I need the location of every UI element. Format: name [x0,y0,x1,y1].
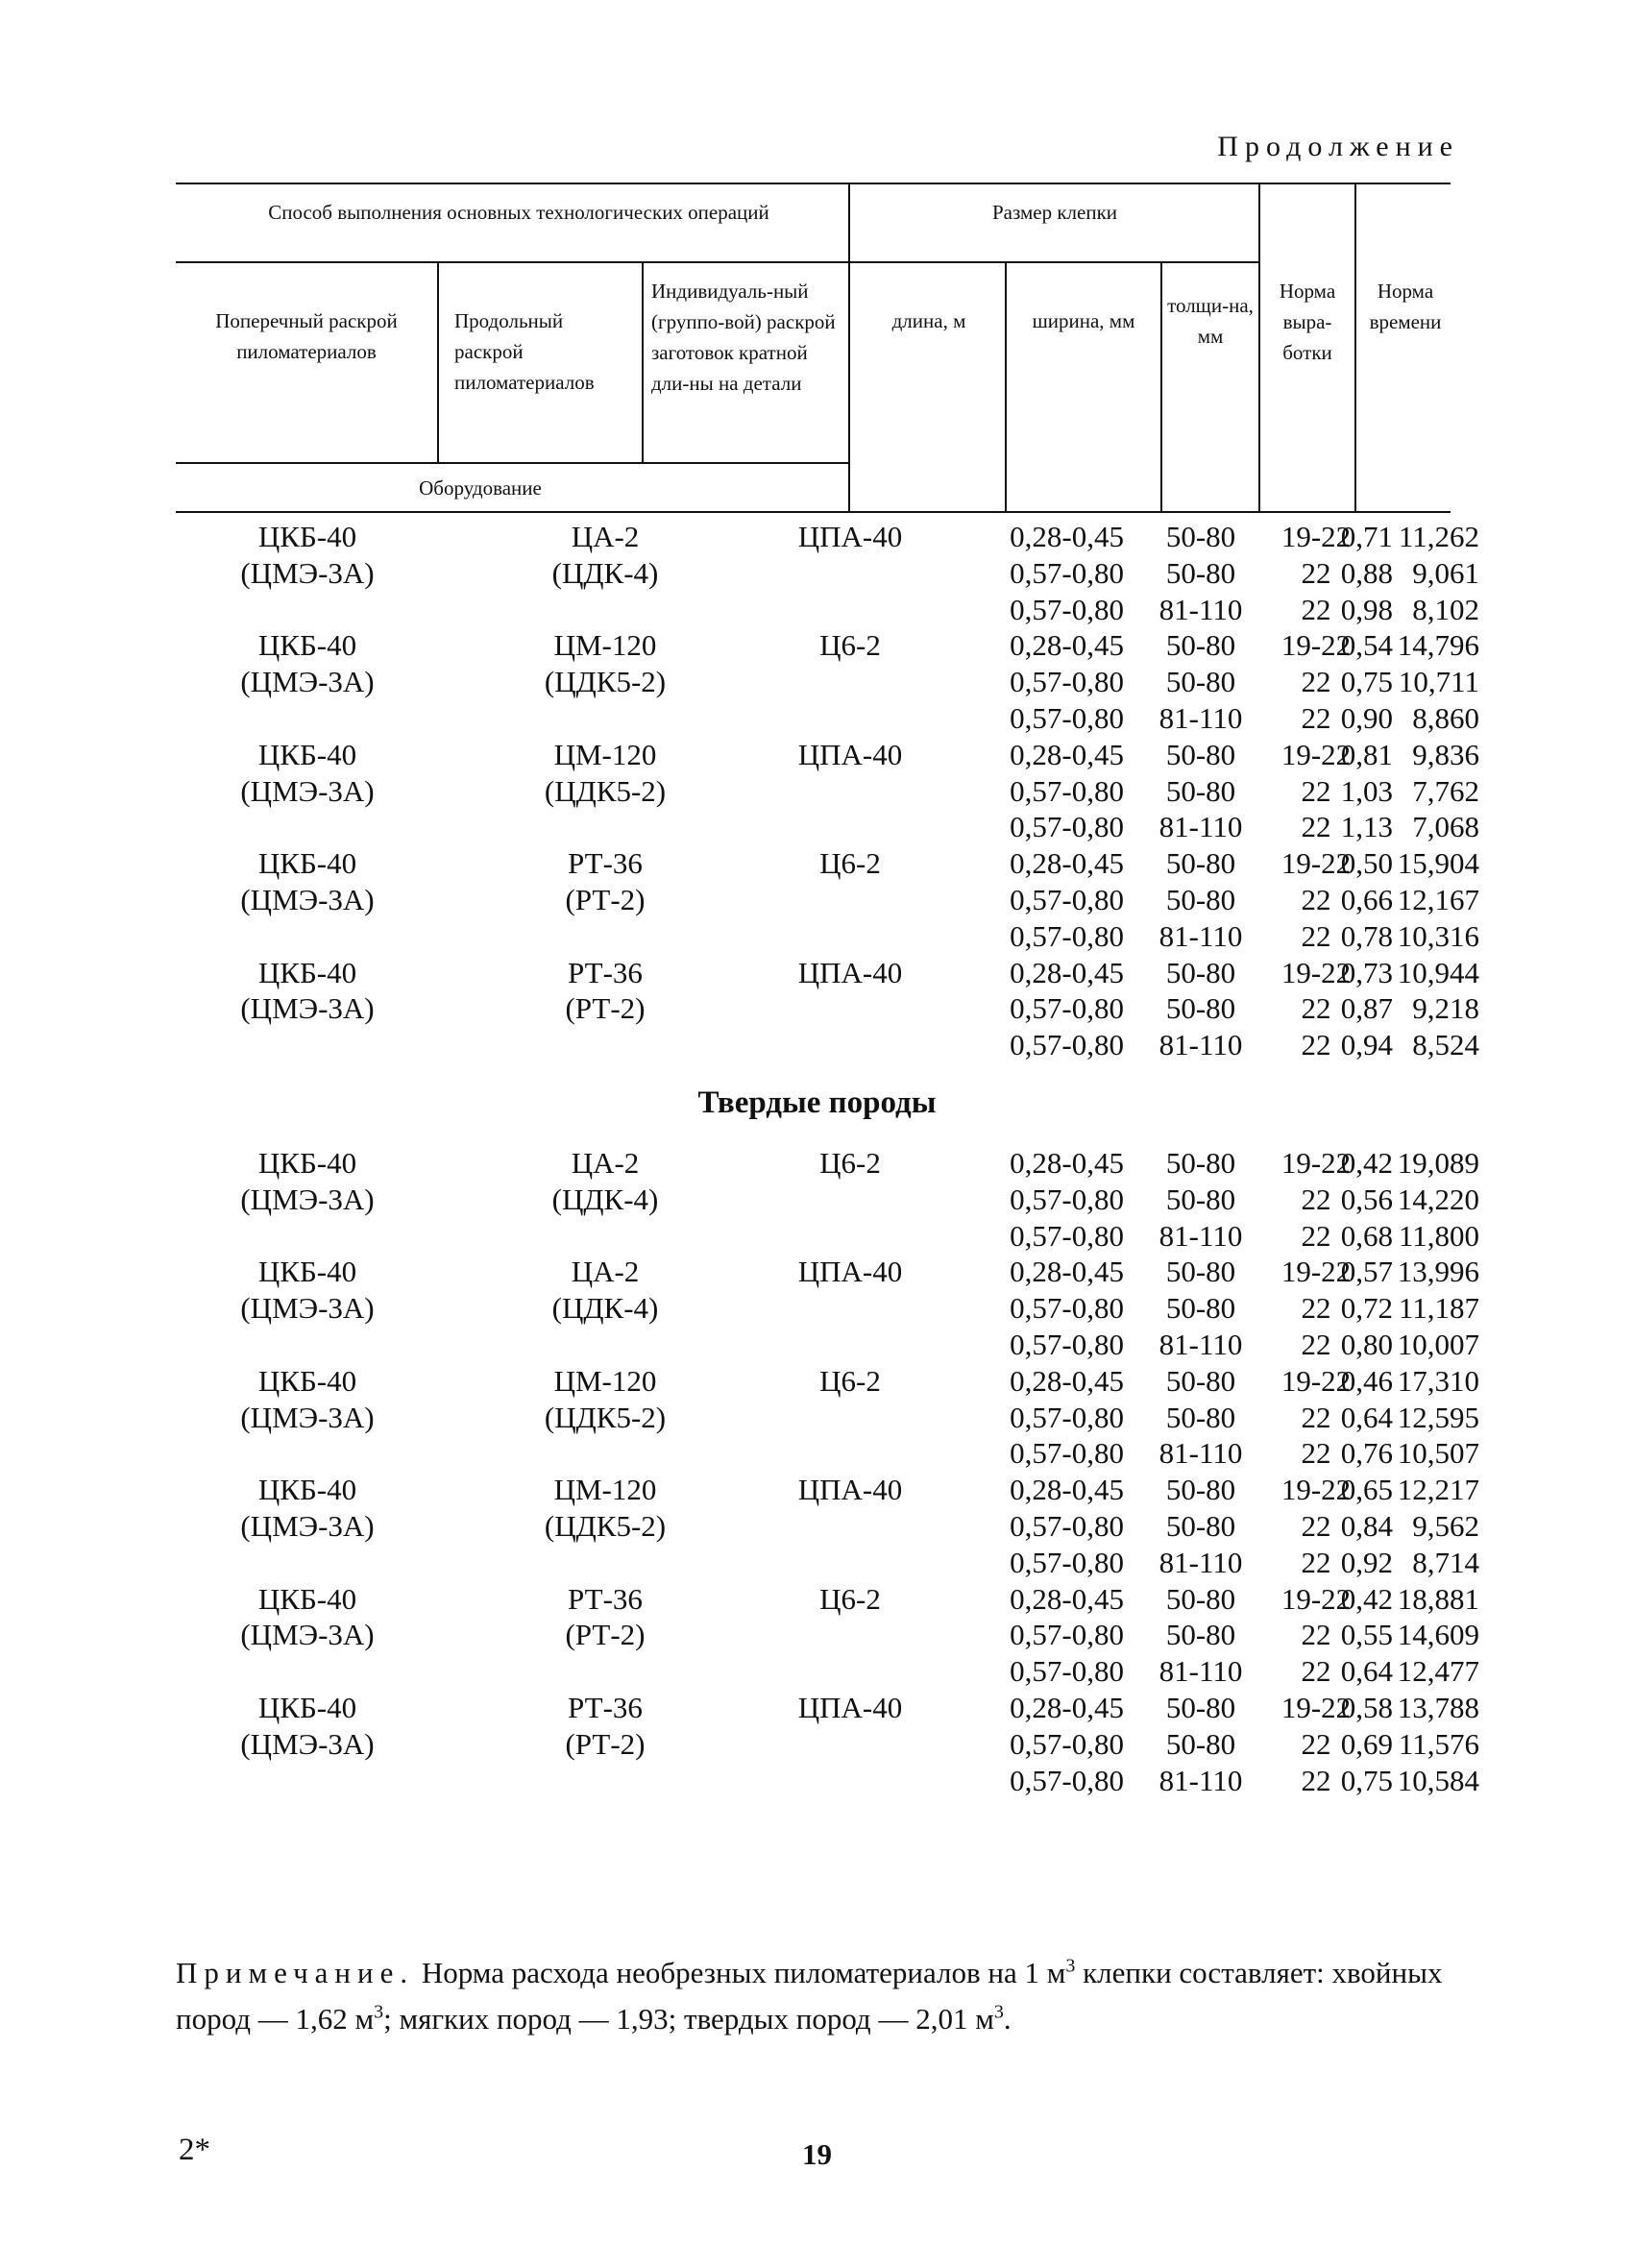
thickness-cell: 19-22 [1280,955,1352,989]
width-cell: 50-80 [1165,1618,1236,1652]
equipment-label: Оборудование [419,476,542,500]
length-cell: 0,28-0,45 [1010,1691,1124,1724]
long-cut-equipment: РТ-36 [568,846,643,881]
yield-cell: 0,73 [1340,955,1393,989]
time-cell: 12,167 [1397,883,1479,916]
thickness-cell: 19-22 [1280,846,1352,881]
table-row [154,1327,1479,1363]
width-cell: 81-110 [1158,1654,1243,1689]
table-row [154,845,1479,882]
note-sup-3: 3 [993,2001,1004,2023]
cross-cut-equipment: (ЦМЭ-3А) [240,883,375,916]
thickness-cell: 22 [1301,1182,1331,1216]
table-row [154,1653,1479,1690]
yield-cell: 0,42 [1340,1146,1393,1180]
individual-cut-equipment: ЦПА-40 [797,1691,903,1724]
time-cell: 10,584 [1397,1763,1479,1797]
table-row [154,700,1479,737]
individual-cut-equipment: ЦПА-40 [797,737,903,771]
width-cell: 81-110 [1158,1218,1243,1253]
length-cell: 0,28-0,45 [1010,1363,1124,1398]
yield-cell: 0,72 [1340,1291,1393,1326]
individual-cut-equipment: Ц6-2 [819,1363,881,1398]
table-row [154,664,1479,700]
yield-cell: 0,76 [1340,1436,1393,1471]
yield-cell: 0,58 [1340,1691,1393,1724]
col-width: ширина, мм [1032,309,1135,332]
thickness-cell: 22 [1301,1400,1331,1434]
signature-mark: 2* [179,2133,210,2167]
width-cell: 50-80 [1165,955,1236,989]
time-cell: 14,220 [1397,1182,1479,1216]
footnote [176,1950,1482,2042]
time-cell: 18,881 [1397,1581,1479,1616]
yield-cell: 0,46 [1340,1363,1393,1398]
yield-cell: 0,71 [1340,520,1393,553]
table-row [154,1363,1479,1400]
time-cell: 8,860 [1412,701,1479,735]
cross-cut-equipment: (ЦМЭ-3А) [240,555,375,590]
width-cell: 81-110 [1158,1436,1243,1471]
yield-cell: 0,56 [1340,1182,1393,1216]
note-label: Примечание. [176,1956,415,1989]
time-cell: 9,061 [1412,555,1479,590]
individual-cut-equipment: ЦПА-40 [797,1473,903,1507]
long-cut-equipment: РТ-36 [568,1581,643,1616]
length-cell: 0,57-0,80 [1010,1654,1124,1689]
thickness-cell: 22 [1301,1545,1331,1579]
yield-cell: 0,50 [1340,846,1393,881]
time-cell: 8,524 [1412,1028,1479,1062]
long-cut-equipment: (ЦДК5-2) [544,773,667,808]
length-cell: 0,57-0,80 [1010,701,1124,735]
time-cell: 17,310 [1397,1363,1479,1398]
yield-cell: 0,42 [1340,1581,1393,1616]
long-cut-equipment: (ЦДК5-2) [544,1400,667,1434]
time-cell: 11,187 [1398,1291,1479,1326]
long-cut-equipment: (РТ-2) [565,883,646,916]
col-yield: Норма выра-ботки [1279,280,1336,364]
length-cell: 0,57-0,80 [1010,1545,1124,1579]
yield-cell: 0,81 [1340,737,1393,771]
thickness-cell: 19-22 [1280,1146,1352,1180]
note-text-1: Норма расхода необрезных пиломатериалов на 1 м [421,1956,1066,1989]
yield-cell: 1,13 [1340,810,1393,844]
col-length: длина, м [891,309,966,332]
length-cell: 0,57-0,80 [1010,1218,1124,1253]
cross-cut-equipment: (ЦМЭ-3А) [240,773,375,808]
length-cell: 0,57-0,80 [1010,1328,1124,1361]
cross-cut-equipment: ЦКБ-40 [257,1255,357,1289]
long-cut-equipment: (ЦДК-4) [551,1182,659,1216]
width-cell: 50-80 [1165,846,1236,881]
width-cell: 50-80 [1165,1473,1236,1507]
method-title: Способ выполнения основных технологических операций [268,201,769,224]
time-cell: 9,562 [1412,1509,1479,1543]
table-row [154,519,1479,555]
size-title: Размер клепки [991,201,1118,224]
cross-cut-equipment: (ЦМЭ-3А) [240,1509,375,1543]
yield-cell: 0,66 [1340,883,1393,916]
cross-cut-equipment: ЦКБ-40 [257,955,357,989]
cross-cut-equipment: (ЦМЭ-3А) [240,665,375,699]
time-cell: 10,944 [1397,955,1479,989]
thickness-cell: 22 [1301,665,1331,699]
long-cut-equipment: (РТ-2) [565,991,646,1026]
note-text-4: . [1003,2002,1012,2036]
width-cell: 50-80 [1165,1291,1236,1326]
yield-cell: 0,64 [1340,1654,1393,1689]
long-cut-equipment: (ЦДК-4) [551,1291,659,1326]
time-cell: 14,609 [1397,1618,1479,1652]
cross-cut-equipment: ЦКБ-40 [257,628,357,663]
time-cell: 11,576 [1398,1726,1479,1761]
col-time: Норма времени [1369,280,1442,333]
length-cell: 0,57-0,80 [1010,883,1124,916]
time-cell: 12,477 [1397,1654,1479,1689]
note-text-3: ; мягких пород — 1,93; твердых пород — 2,01 м [383,2002,994,2036]
hard-section-title: Твердые породы [697,1085,937,1120]
width-cell: 50-80 [1165,737,1236,771]
length-cell: 0,57-0,80 [1010,1182,1124,1216]
time-cell: 9,218 [1412,991,1479,1026]
long-cut-equipment: (ЦДК5-2) [544,1509,667,1543]
yield-cell: 0,65 [1340,1473,1393,1507]
width-cell: 81-110 [1158,810,1243,844]
length-cell: 0,57-0,80 [1010,592,1124,626]
length-cell: 0,57-0,80 [1010,1291,1124,1326]
time-cell: 8,714 [1412,1545,1479,1579]
long-cut-equipment: ЦА-2 [571,520,640,553]
time-cell: 13,996 [1397,1255,1479,1289]
table-row [154,773,1479,810]
long-cut-equipment: РТ-36 [568,1691,643,1724]
time-cell: 8,102 [1412,592,1479,626]
thickness-cell: 22 [1301,773,1331,808]
length-cell: 0,57-0,80 [1010,918,1124,953]
thickness-cell: 22 [1301,701,1331,735]
time-cell: 19,089 [1397,1146,1479,1180]
individual-cut-equipment: Ц6-2 [819,628,881,663]
time-cell: 13,788 [1397,1691,1479,1724]
thickness-cell: 22 [1301,592,1331,626]
width-cell: 50-80 [1165,1400,1236,1434]
cross-cut-equipment: (ЦМЭ-3А) [240,991,375,1026]
table-row [154,1617,1479,1653]
time-cell: 11,262 [1398,520,1479,553]
yield-cell: 0,55 [1340,1618,1393,1652]
yield-cell: 0,69 [1340,1726,1393,1761]
col-cross-cut: Поперечный раскрой пиломатериалов [215,309,398,363]
table-row [154,1472,1479,1508]
table-row [154,918,1479,955]
yield-cell: 0,87 [1340,991,1393,1026]
long-cut-equipment: ЦА-2 [571,1146,640,1180]
width-cell: 50-80 [1165,1581,1236,1616]
cross-cut-equipment: ЦКБ-40 [257,1581,357,1616]
thickness-cell: 22 [1301,883,1331,916]
cross-cut-equipment: ЦКБ-40 [257,1691,357,1724]
yield-cell: 0,75 [1340,665,1393,699]
table-row [154,1763,1479,1799]
long-cut-equipment: ЦМ-120 [553,737,657,771]
cross-cut-equipment: (ЦМЭ-3А) [240,1400,375,1434]
length-cell: 0,28-0,45 [1010,628,1124,663]
width-cell: 81-110 [1158,1028,1243,1062]
table-row [154,1400,1479,1436]
width-cell: 81-110 [1158,1328,1243,1361]
long-cut-equipment: ЦМ-120 [553,1363,657,1398]
table-row [154,1545,1479,1581]
length-cell: 0,28-0,45 [1010,955,1124,989]
cross-cut-equipment: ЦКБ-40 [257,846,357,881]
thickness-cell: 19-22 [1280,1581,1352,1616]
table-row [154,1290,1479,1327]
yield-cell: 0,80 [1340,1328,1393,1361]
table-row [154,955,1479,991]
length-cell: 0,57-0,80 [1010,1726,1124,1761]
thickness-cell: 22 [1301,1436,1331,1471]
thickness-cell: 22 [1301,1509,1331,1543]
time-cell: 9,836 [1412,737,1479,771]
cross-cut-equipment: ЦКБ-40 [257,1146,357,1180]
width-cell: 50-80 [1165,665,1236,699]
thickness-cell: 22 [1301,1328,1331,1361]
individual-cut-equipment: ЦПА-40 [797,520,903,553]
length-cell: 0,57-0,80 [1010,1509,1124,1543]
yield-cell: 0,98 [1340,592,1393,626]
width-cell: 50-80 [1165,1182,1236,1216]
width-cell: 81-110 [1158,1545,1243,1579]
thickness-cell: 19-22 [1280,737,1352,771]
table-row [154,1254,1479,1290]
thickness-cell: 19-22 [1280,1255,1352,1289]
thickness-cell: 22 [1301,1291,1331,1326]
page-number: 19 [802,2137,832,2171]
table-row [154,1182,1479,1218]
length-cell: 0,28-0,45 [1010,846,1124,881]
table-row [154,1145,1479,1182]
time-cell: 11,800 [1398,1218,1479,1253]
thickness-cell: 19-22 [1280,628,1352,663]
width-cell: 81-110 [1158,701,1243,735]
length-cell: 0,28-0,45 [1010,520,1124,553]
length-cell: 0,57-0,80 [1010,1763,1124,1797]
thickness-cell: 22 [1301,810,1331,844]
note-text-2: клепки составляет: хвойных пород — 1,62 м [176,1956,1443,2036]
thickness-cell: 22 [1301,1763,1331,1797]
table-row [154,1690,1479,1726]
table-row [154,1508,1479,1545]
time-cell: 7,762 [1412,773,1479,808]
width-cell: 50-80 [1165,1509,1236,1543]
table-row [154,627,1479,664]
thickness-cell: 22 [1301,1726,1331,1761]
thickness-cell: 22 [1301,1028,1331,1062]
time-cell: 10,316 [1397,918,1479,953]
hard-rows [154,1145,1479,1798]
width-cell: 50-80 [1165,883,1236,916]
width-cell: 81-110 [1158,1763,1243,1797]
cross-cut-equipment: ЦКБ-40 [257,1473,357,1507]
width-cell: 81-110 [1158,918,1243,953]
yield-cell: 0,54 [1340,628,1393,663]
cross-cut-equipment: (ЦМЭ-3А) [240,1182,375,1216]
long-cut-equipment: (РТ-2) [565,1618,646,1652]
yield-cell: 0,78 [1340,918,1393,953]
thickness-cell: 22 [1301,1654,1331,1689]
time-cell: 12,595 [1397,1400,1479,1434]
thickness-cell: 22 [1301,555,1331,590]
long-cut-equipment: ЦМ-120 [553,628,657,663]
width-cell: 50-80 [1165,991,1236,1026]
yield-cell: 0,68 [1340,1218,1393,1253]
table-row [154,882,1479,918]
width-cell: 50-80 [1165,628,1236,663]
length-cell: 0,57-0,80 [1010,773,1124,808]
time-cell: 15,904 [1397,846,1479,881]
length-cell: 0,28-0,45 [1010,1473,1124,1507]
thickness-cell: 19-22 [1280,1363,1352,1398]
individual-cut-equipment: ЦПА-40 [797,1255,903,1289]
length-cell: 0,57-0,80 [1010,665,1124,699]
yield-cell: 0,88 [1340,555,1393,590]
cross-cut-equipment: ЦКБ-40 [257,1363,357,1398]
thickness-cell: 22 [1301,918,1331,953]
thickness-cell: 22 [1301,1218,1331,1253]
long-cut-equipment: (ЦДК-4) [551,555,659,590]
table-row [154,737,1479,773]
col-individual-cut: Индивидуаль-ный (группо-вой) раскрой заготовок кратной дли-ны на детали [651,280,836,395]
width-cell: 50-80 [1165,1726,1236,1761]
time-cell: 7,068 [1412,810,1479,844]
table-row [154,555,1479,592]
table-row [154,809,1479,845]
width-cell: 50-80 [1165,1146,1236,1180]
yield-cell: 0,90 [1340,701,1393,735]
length-cell: 0,57-0,80 [1010,810,1124,844]
cross-cut-equipment: (ЦМЭ-3А) [240,1618,375,1652]
length-cell: 0,28-0,45 [1010,1146,1124,1180]
individual-cut-equipment: Ц6-2 [819,1146,881,1180]
yield-cell: 0,64 [1340,1400,1393,1434]
yield-cell: 0,92 [1340,1545,1393,1579]
long-cut-equipment: РТ-36 [568,955,643,989]
length-cell: 0,57-0,80 [1010,1436,1124,1471]
thickness-cell: 19-22 [1280,1473,1352,1507]
table-row [154,1581,1479,1618]
thickness-cell: 19-22 [1280,1691,1352,1724]
length-cell: 0,57-0,80 [1010,1400,1124,1434]
width-cell: 50-80 [1165,520,1236,553]
length-cell: 0,28-0,45 [1010,1255,1124,1289]
table-row [154,1027,1479,1063]
time-cell: 12,217 [1397,1473,1479,1507]
cross-cut-equipment: ЦКБ-40 [257,737,357,771]
time-cell: 14,796 [1397,628,1479,663]
yield-cell: 0,75 [1340,1763,1393,1797]
long-cut-equipment: ЦМ-120 [553,1473,657,1507]
length-cell: 0,57-0,80 [1010,1028,1124,1062]
yield-cell: 0,57 [1340,1255,1393,1289]
time-cell: 10,007 [1397,1328,1479,1361]
individual-cut-equipment: Ц6-2 [819,846,881,881]
width-cell: 50-80 [1165,1691,1236,1724]
yield-cell: 0,94 [1340,1028,1393,1062]
soft-rows [154,519,1479,1063]
long-cut-equipment: (ЦДК5-2) [544,665,667,699]
time-cell: 10,711 [1398,665,1479,699]
continuation-label: Продолжение [1217,131,1459,162]
width-cell: 81-110 [1158,592,1243,626]
table-row [154,592,1479,628]
length-cell: 0,57-0,80 [1010,555,1124,590]
individual-cut-equipment: Ц6-2 [819,1581,881,1616]
length-cell: 0,57-0,80 [1010,1618,1124,1652]
yield-cell: 0,84 [1340,1509,1393,1543]
thickness-cell: 22 [1301,991,1331,1026]
thickness-cell: 19-22 [1280,520,1352,553]
col-thickness: толщи-на, мм [1167,294,1254,348]
length-cell: 0,57-0,80 [1010,991,1124,1026]
width-cell: 50-80 [1165,773,1236,808]
table-row [154,1726,1479,1763]
length-cell: 0,28-0,45 [1010,737,1124,771]
table-row [154,1435,1479,1472]
cross-cut-equipment: (ЦМЭ-3А) [240,1726,375,1761]
individual-cut-equipment: ЦПА-40 [797,955,903,989]
yield-cell: 1,03 [1340,773,1393,808]
width-cell: 50-80 [1165,555,1236,590]
note-sup-2: 3 [374,2001,384,2023]
time-cell: 10,507 [1397,1436,1479,1471]
note-sup-1: 3 [1065,1955,1076,1977]
table-row [154,990,1479,1027]
cross-cut-equipment: ЦКБ-40 [257,520,357,553]
thickness-cell: 22 [1301,1618,1331,1652]
col-long-cut: Продольный раскрой пиломатериалов [454,309,595,394]
long-cut-equipment: (РТ-2) [565,1726,646,1761]
width-cell: 50-80 [1165,1255,1236,1289]
length-cell: 0,28-0,45 [1010,1581,1124,1616]
cross-cut-equipment: (ЦМЭ-3А) [240,1291,375,1326]
long-cut-equipment: ЦА-2 [571,1255,640,1289]
width-cell: 50-80 [1165,1363,1236,1398]
table-row [154,1218,1479,1255]
